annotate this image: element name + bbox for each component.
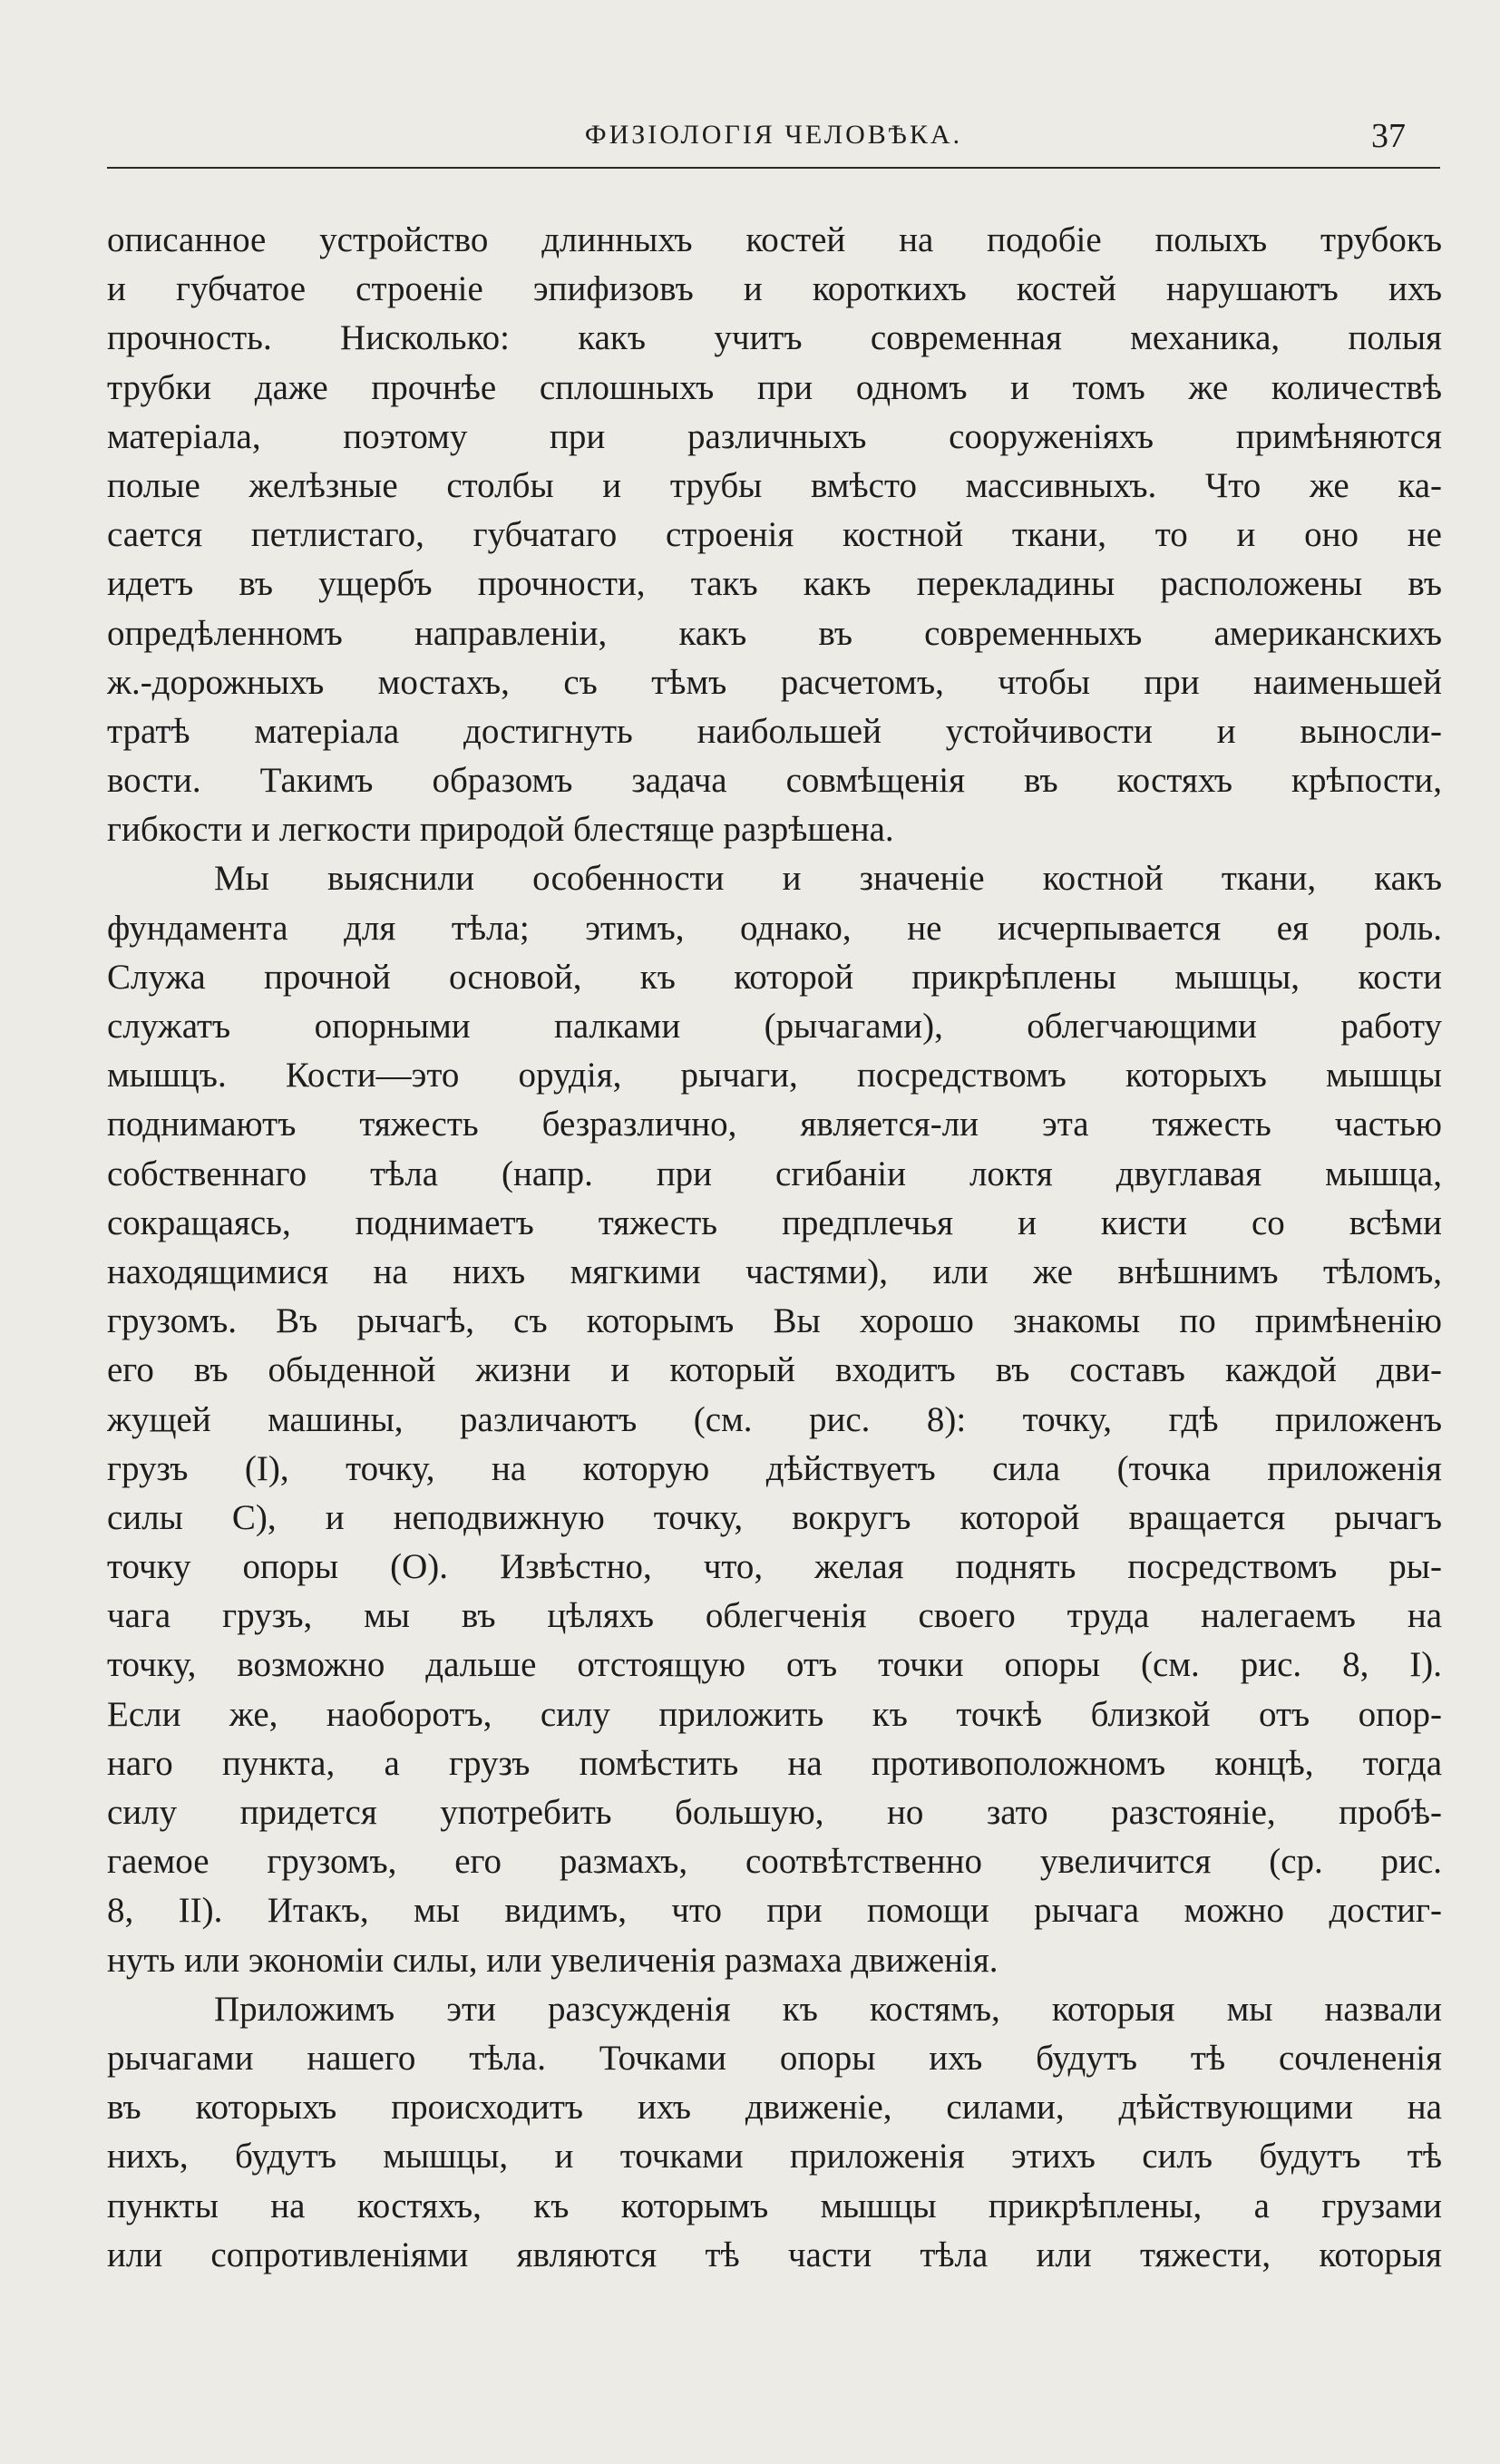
text-line: Мы выяснили особенности и значеніе костной ткани, какъ [214, 859, 1442, 899]
text-line: Приложимъ эти разсужденія къ костямъ, которыя мы назвали [214, 1989, 1442, 2029]
text-line: наго пункта, а грузъ помѣстить на противоположномъ концѣ, тогда [107, 1743, 1442, 1783]
text-line: тратѣ матеріала достигнуть наибольшей устойчивости и выносли- [107, 711, 1442, 751]
text-line: вости. Такимъ образомъ задача совмѣщенія въ костяхъ крѣпости, [107, 761, 1442, 801]
text-line: рычагами нашего тѣла. Точками опоры ихъ будутъ тѣ сочлененія [107, 2038, 1442, 2078]
text-line: точку, возможно дальше отстоящую отъ точки опоры (см. рис. 8, I). [107, 1645, 1442, 1685]
text-line: сокращаясь, поднимаетъ тяжесть предплечья и кисти со всѣми [107, 1203, 1442, 1242]
text-line: нихъ, будутъ мышцы, и точками приложенія этихъ силъ будутъ тѣ [107, 2137, 1442, 2177]
text-line: Если же, наоборотъ, силу приложить къ точкѣ близкой отъ опор- [107, 1694, 1442, 1734]
text-line: фундамента для тѣла; этимъ, однако, не исчерпывается ея роль. [107, 908, 1442, 948]
text-line: мышцъ. Кости—это орудія, рычаги, посредствомъ которыхъ мышцы [107, 1056, 1442, 1096]
text-line: грузъ (I), точку, на которую дѣйствуетъ сила (точка приложенія [107, 1448, 1442, 1488]
running-title: ФИЗІОЛОГІЯ ЧЕЛОВѢКА. [584, 120, 963, 150]
text-line: ж.-дорожныхъ мостахъ, съ тѣмъ расчетомъ, чтобы при наименьшей [107, 662, 1442, 702]
text-line: трубки даже прочнѣе сплошныхъ при одномъ и томъ же количествѣ [107, 367, 1442, 407]
text-line: силу придется употребить большую, но зато разстояніе, пробѣ- [107, 1793, 1442, 1832]
text-line: описанное устройство длинныхъ костей на подобіе полыхъ трубокъ [107, 220, 1442, 259]
text-line: въ которыхъ происходитъ ихъ движеніе, силами, дѣйствующими на [107, 2088, 1442, 2128]
text-line: и губчатое строеніе эпифизовъ и короткихъ костей нарушаютъ ихъ [107, 269, 1442, 309]
text-line: сается петлистаго, губчатаго строенія костной ткани, то и оно не [107, 515, 1442, 555]
running-head [107, 116, 1440, 169]
page-number: 37 [1371, 117, 1406, 155]
text-line: собственнаго тѣла (напр. при сгибаніи локтя двуглавая мышца, [107, 1154, 1442, 1193]
text-line: Служа прочной основой, къ которой прикрѣплены мышцы, кости [107, 957, 1442, 997]
text-line: находящимися на нихъ мягкими частями), или же внѣшнимъ тѣломъ, [107, 1251, 1442, 1291]
text-line: грузомъ. Въ рычагѣ, съ которымъ Вы хорошо знакомы по примѣненію [107, 1301, 1442, 1341]
text-line: поднимаютъ тяжесть безразлично, является-ли эта тяжесть частью [107, 1105, 1442, 1144]
text-line: чага грузъ, мы въ цѣляхъ облегченія своего труда налегаемъ на [107, 1596, 1442, 1636]
text-line: гибкости и легкости природой блестяще разрѣшена. [107, 810, 894, 850]
body-text [107, 216, 1442, 2280]
text-line: служатъ опорными палками (рычагами), облегчающими работу [107, 1007, 1442, 1046]
text-line: точку опоры (O). Извѣстно, что, желая поднять посредствомъ ры- [107, 1547, 1442, 1587]
text-line: прочность. Нисколько: какъ учитъ современная механика, полыя [107, 318, 1442, 358]
text-line: матеріала, поэтому при различныхъ сооруженіяхъ примѣняются [107, 416, 1442, 456]
text-line: нуть или экономіи силы, или увеличенія размаха движенія. [107, 1940, 998, 1980]
text-line: опредѣленномъ направленіи, какъ въ современныхъ американскихъ [107, 613, 1442, 653]
text-line: жущей машины, различаютъ (см. рис. 8): точку, гдѣ приложенъ [107, 1399, 1442, 1439]
text-line: силы C), и неподвижную точку, вокругъ которой вращается рычагъ [107, 1497, 1442, 1537]
text-line: 8, II). Итакъ, мы видимъ, что при помощи рычага можно достиг- [107, 1891, 1442, 1931]
text-line: гаемое грузомъ, его размахъ, соотвѣтственно увеличится (ср. рис. [107, 1842, 1442, 1882]
text-line: пункты на костяхъ, къ которымъ мышцы прикрѣплены, а грузами [107, 2186, 1442, 2225]
text-line: или сопротивленіями являются тѣ части тѣла или тяжести, которыя [107, 2235, 1442, 2274]
text-line: его въ обыденной жизни и который входитъ въ составъ каждой дви- [107, 1350, 1442, 1390]
text-line: полые желѣзные столбы и трубы вмѣсто массивныхъ. Что же ка- [107, 465, 1442, 505]
text-line: идетъ въ ущербъ прочности, такъ какъ перекладины расположены въ [107, 564, 1442, 604]
